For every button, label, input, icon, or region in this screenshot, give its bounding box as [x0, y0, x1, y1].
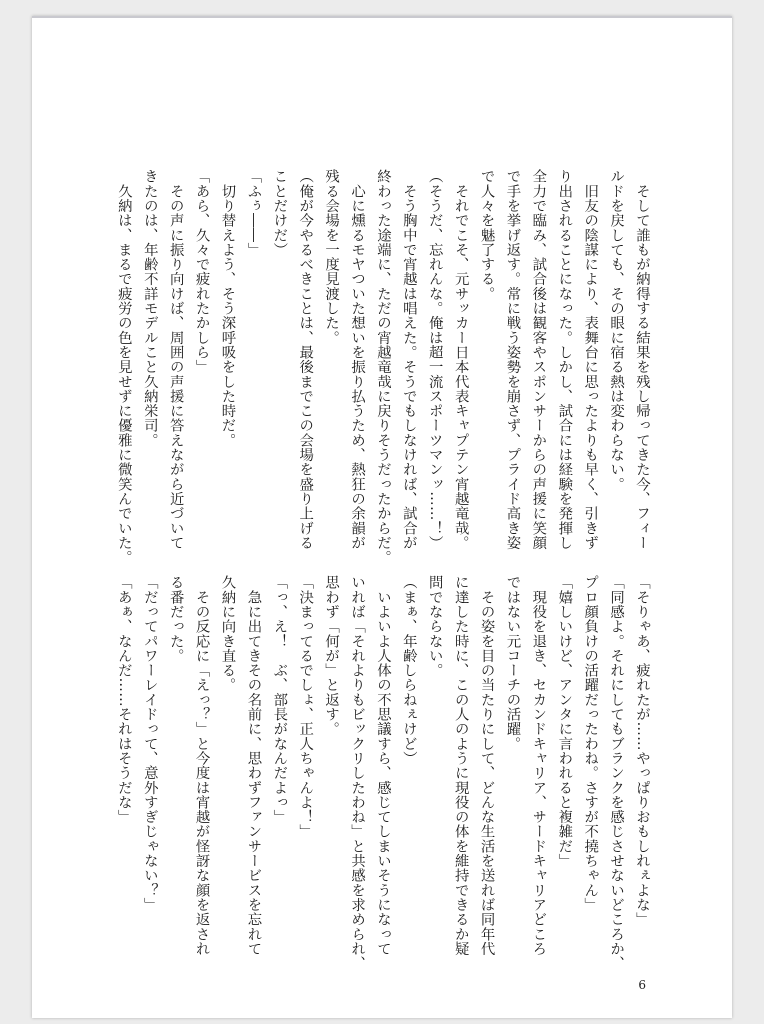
- book-page: [32, 16, 732, 1018]
- text-line: 終わった途端に、ただの宵越竜哉に戻りそうだったからだ。: [374, 169, 391, 565]
- page-number: 6: [638, 978, 646, 992]
- lower-text-block: [115, 575, 654, 975]
- text-line: いよいよ人体の不思議すら、感じてしまいそうになって: [374, 575, 391, 956]
- text-line: きたのは、年齢不詳モデルこと久納栄司。: [141, 169, 158, 448]
- text-line: プロ顔負けの活躍だったわね。さすが不撓ちゃん」: [582, 575, 599, 912]
- text-line: 「同感よ。それにしてもブランクを感じさせないどころか、: [608, 575, 625, 971]
- text-line: いれば「それよりもビックリしたわね」と共感を求められ、: [349, 575, 366, 971]
- text-line: 「あぁ、なんだ……それはそうだな」: [115, 575, 132, 825]
- text-line: 「ふぅ――」: [245, 169, 262, 257]
- upper-text-block: [115, 169, 654, 565]
- text-line: 「あら、久々で疲れたかしら」: [193, 169, 210, 375]
- text-line: 「そりゃあ、疲れたが……やっぱりおもしれぇよな」: [634, 575, 650, 927]
- text-line: り出されることになった。しかし、試合には経験を発揮し: [556, 169, 573, 550]
- text-line: ことだけだ）: [271, 169, 288, 257]
- text-line: る番だった。: [167, 575, 184, 663]
- text-line: 「っ、え！ ぶ、部長がなんだよっ」: [271, 575, 288, 825]
- text-line: 「嬉しいけど、アンタに言われると複雑だ」: [556, 575, 573, 868]
- text-line: そして誰もが納得する結果を残し帰ってきた今、フィー: [634, 169, 650, 550]
- text-line: 「だってパワーレイドって、意外すぎじゃない？」: [141, 575, 158, 912]
- text-line: そう胸中で宵越は唱えた。そうでもしなければ、試合が: [400, 169, 417, 550]
- text-line: その声に振り向けば、周囲の声援に答えながら近づいて: [167, 169, 184, 550]
- text-line: 急に出てきその名前に、思わずファンサービスを忘れて: [245, 575, 262, 956]
- text-line: で手を挙げ返す。常に戦う姿勢を崩さず、プライド高き姿: [504, 169, 521, 550]
- text-line: その反応に「えっ？」と今度は宵越が怪訝な顔を返され: [193, 575, 210, 956]
- text-line: 「決まってるでしょ、正人ちゃんよ！」: [297, 575, 314, 839]
- text-line: その姿を目の当たりにして、どんな生活を送れば同年代: [478, 575, 495, 956]
- text-line: で人々を魅了する。: [478, 169, 495, 301]
- text-line: それでこそ、元サッカー日本代表キャプテン宵越竜哉。: [452, 169, 469, 550]
- text-line: ではない元コーチの活躍。: [504, 575, 521, 751]
- text-line: に達した時に、この人のように現役の体を維持できるか疑: [452, 575, 469, 956]
- text-line: 思わず「何が」と返す。: [323, 575, 340, 737]
- text-line: 切り替えよう、そう深呼吸をした時だ。: [219, 169, 236, 448]
- text-line: （俺が今やるべきことは、最後までこの会場を盛り上げる: [297, 169, 314, 550]
- text-line: 久納に向き直る。: [219, 575, 236, 693]
- text-line: 心に燻るモヤついた想いを振り払うため、熱狂の余韻が: [349, 169, 366, 550]
- text-line: （まぁ、年齢しらねぇけど）: [400, 575, 417, 766]
- text-line: 現役を退き、セカンドキャリア、サードキャリアどころ: [530, 575, 547, 956]
- text-line: 旧友の陰謀により、表舞台に思ったよりも早く、引きず: [582, 169, 599, 550]
- text-line: ルドを戻しても、その眼に宿る熱は変わらない。: [608, 169, 625, 492]
- text-line: 久納は、まるで疲労の色を見せずに優雅に微笑んでいた。: [115, 169, 132, 565]
- text-line: 残る会場を一度見渡した。: [323, 169, 340, 345]
- text-line: 全力で臨み、試合後は観客やスポンサーからの声援に笑顔: [530, 169, 547, 550]
- text-line: 問でならない。: [426, 575, 443, 678]
- text-line: （そうだ、忘れんな。俺は超一流スポーツマンッ……！）: [426, 169, 443, 550]
